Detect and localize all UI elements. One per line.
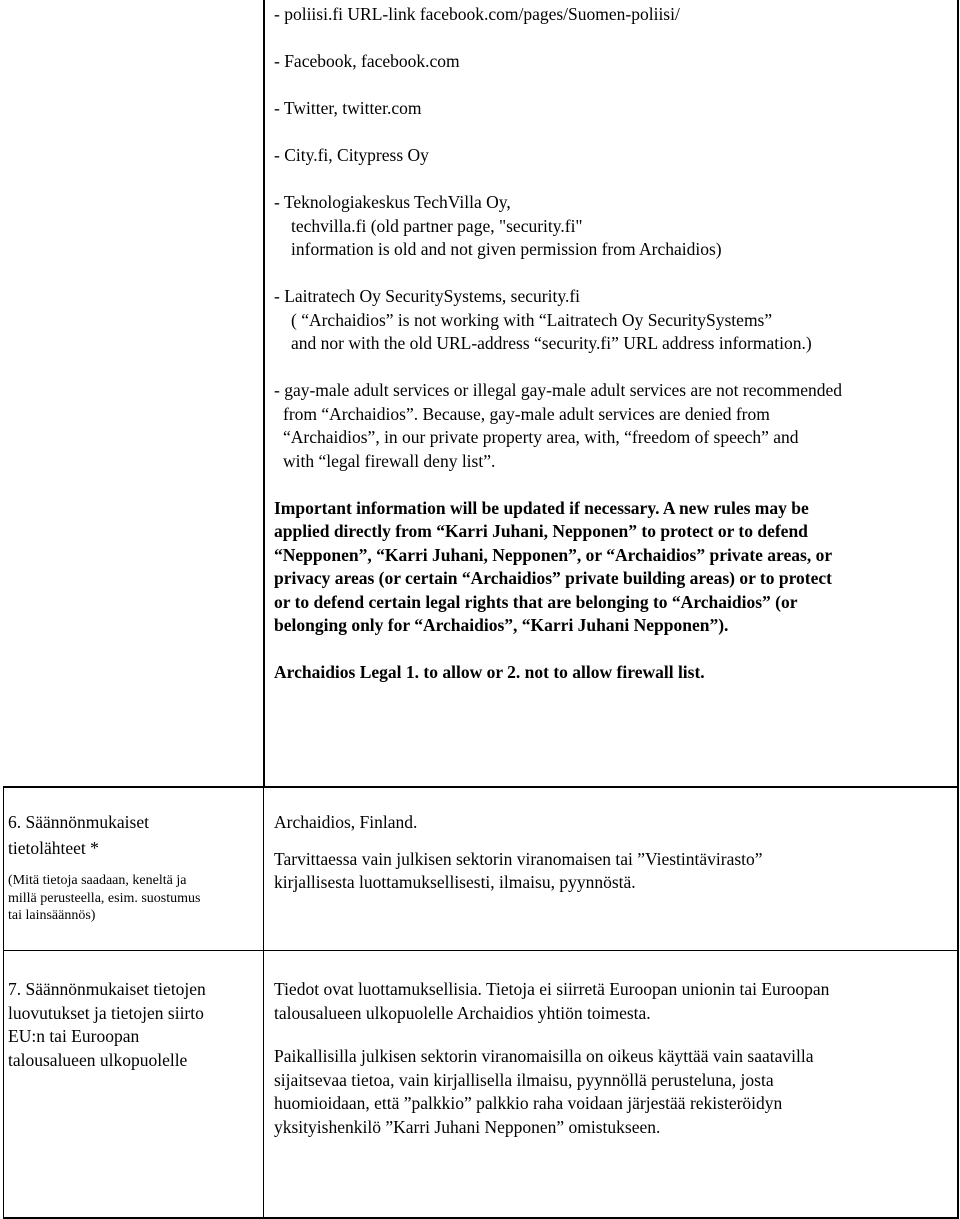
row6-content-line: kirjallisesta luottamuksellisesti, ilmaisu, pyynnöstä. <box>274 872 636 892</box>
important-line: “Nepponen”, “Karri Juhani, Nepponen”, or “Archaidios” private areas, or <box>274 544 833 565</box>
row7-content-line: huomioidaan, että ”palkkio” palkkio raha voidaan järjestää rekisteröidyn <box>274 1093 783 1113</box>
gay-male-line: “Archaidios”, in our private property area, with, “freedom of speech” and <box>283 427 799 447</box>
row6-content-cell <box>274 811 763 895</box>
outer-left-border <box>3 787 4 1219</box>
legal-firewall-line: Archaidios Legal 1. to allow or 2. not to allow firewall list. <box>274 662 705 682</box>
row7-content-line: sijaitsevaa tietoa, vain kirjallisella ilmaisu, pyynnöllä perusteluna, josta <box>274 1069 774 1090</box>
row6-content-line: Archaidios, Finland. <box>274 812 418 832</box>
row7-label: 7. Säännönmukaiset tietojen <box>8 979 206 999</box>
row6-content-line: Tarvittaessa vain julkisen sektorin viranomaisen tai ”Viestintävirasto” <box>274 848 763 869</box>
laitratech-line: ( “Archaidios” is not working with “Laitratech Oy SecuritySystems” <box>291 309 773 330</box>
important-line: belonging only for “Archaidios”, “Karri Juhani Nepponen”). <box>274 615 729 635</box>
link-item: - Facebook, facebook.com <box>274 51 460 71</box>
link-item: - Twitter, twitter.com <box>274 98 422 118</box>
link-item: - City.fi, Citypress Oy <box>274 145 429 165</box>
laitratech-line: - Laitratech Oy SecuritySystems, security.fi <box>274 286 581 306</box>
row7-content-line: Paikallisilla julkisen sektorin viranomaisilla on oikeus käyttää vain saatavilla <box>274 1046 814 1066</box>
row6-note: tai lainsäännös) <box>8 908 96 923</box>
important-line: privacy areas (or certain “Archaidios” private building areas) or to protect <box>274 568 833 588</box>
laitratech-line: and nor with the old URL-address “security.fi” URL address information.) <box>291 333 812 353</box>
row7-content-line: talousalueen ulkopuolelle Archaidios yhtiön toimesta. <box>274 1002 651 1023</box>
important-line: or to defend certain legal rights that are belonging to “Archaidios” (or <box>274 591 798 612</box>
row-border-2 <box>3 950 959 951</box>
important-line: Important information will be updated if necessary. A new rules may be <box>274 497 809 518</box>
techvilla-line: - Teknologiakeskus TechVilla Oy, <box>274 192 511 212</box>
row6-label: 6. Säännönmukaiset <box>8 812 149 832</box>
row7-label-cell <box>8 978 206 1072</box>
important-line: applied directly from “Karri Juhani, Nepponen” to protect or to defend <box>274 521 808 541</box>
link-item: - poliisi.fi URL-link facebook.com/pages/Suomen-poliisi/ <box>274 4 680 24</box>
row7-label: talousalueen ulkopuolelle <box>8 1049 188 1070</box>
row7-label: EU:n tai Euroopan <box>8 1026 140 1046</box>
row7-content-line: yksityishenkilö ”Karri Juhani Nepponen” omistukseen. <box>274 1116 661 1137</box>
gay-male-line: with “legal firewall deny list”. <box>283 450 496 471</box>
gay-male-line: - gay-male adult services or illegal gay-male adult services are not recommended <box>274 380 843 400</box>
row7-content-cell <box>274 978 829 1139</box>
row7-content-line: Tiedot ovat luottamuksellisia. Tietoja ei siirretä Euroopan unionin tai Euroopan <box>274 979 830 999</box>
row6-label-cell <box>8 811 200 925</box>
row6-label: tietolähteet * <box>8 837 99 858</box>
top-content-cell <box>274 3 842 685</box>
techvilla-line: techvilla.fi (old partner page, "security.fi" <box>291 215 583 236</box>
gay-male-line: from “Archaidios”. Because, gay-male adult services are denied from <box>283 403 770 424</box>
techvilla-line: information is old and not given permission from Archaidios) <box>291 239 722 259</box>
row7-label: luovutukset ja tietojen siirto <box>8 1002 204 1023</box>
row-border-1 <box>3 786 959 788</box>
column-divider-bottom <box>263 787 264 1219</box>
outer-right-border <box>957 0 959 1219</box>
column-divider-top <box>263 0 265 787</box>
row6-note: millä perusteella, esim. suostumus <box>8 890 201 906</box>
row6-note: (Mitä tietoja saadaan, keneltä ja <box>8 873 187 888</box>
